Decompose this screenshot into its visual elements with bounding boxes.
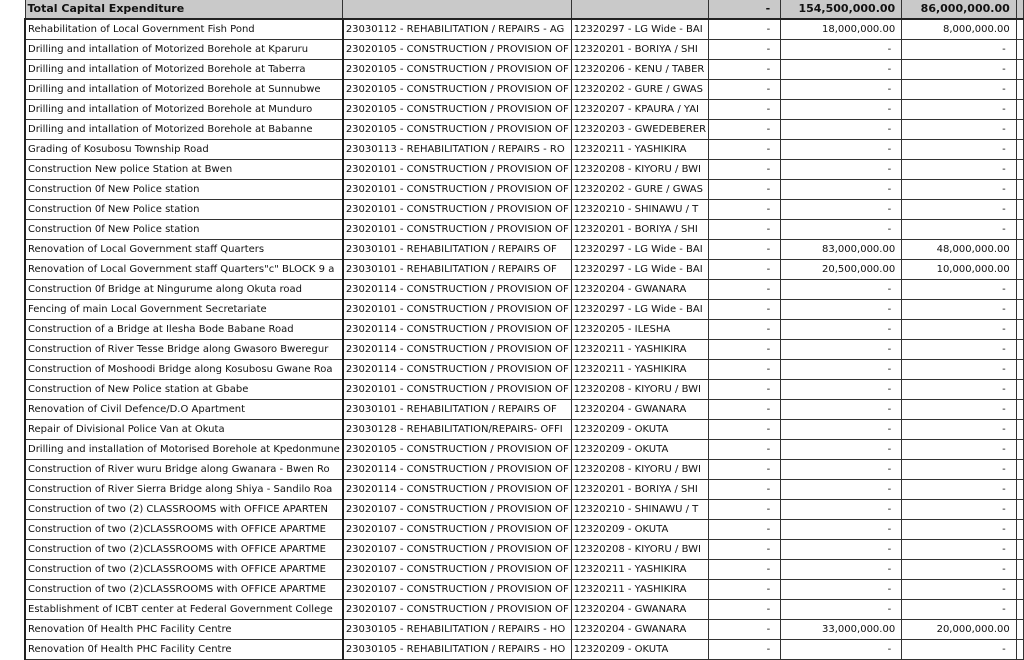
economic-code-cell: 23020101 - CONSTRUCTION / PROVISION OF [343, 300, 571, 320]
location-code-cell: 12320205 - ILESHA [571, 320, 708, 340]
col6-value-cell: - [902, 80, 1017, 100]
project-name-cell: Fencing of main Local Government Secretariate [25, 300, 343, 320]
col4-value-cell: - [709, 100, 781, 120]
col5-value-cell: - [781, 580, 902, 600]
col4-value-cell: - [709, 520, 781, 540]
col4-value-cell: - [709, 320, 781, 340]
col6-value-cell: 10,000,000.00 [902, 260, 1017, 280]
col6-value-cell: - [902, 500, 1017, 520]
col5-value-cell: - [781, 400, 902, 420]
table-row [25, 360, 1024, 380]
location-code-cell: 12320201 - BORIYA / SHI [571, 480, 708, 500]
economic-code-cell: 23030113 - REHABILITATION / REPAIRS - RO [343, 140, 571, 160]
project-name-cell: Drilling and intallation of Motorized Borehole at Babanne [25, 120, 343, 140]
total-cell-empty [571, 0, 708, 19]
economic-code-cell: 23020114 - CONSTRUCTION / PROVISION OF [343, 460, 571, 480]
col5-value-cell: - [781, 460, 902, 480]
col5-value-cell: - [781, 120, 902, 140]
col5-value-cell: - [781, 340, 902, 360]
col5-value-cell: - [781, 300, 902, 320]
economic-code-cell: 23020101 - CONSTRUCTION / PROVISION OF [343, 180, 571, 200]
col6-value-cell: - [902, 140, 1017, 160]
table-row [25, 560, 1024, 580]
location-code-cell: 12320210 - SHINAWU / T [571, 200, 708, 220]
col6-value-cell: - [902, 100, 1017, 120]
table-row [25, 200, 1024, 220]
economic-code-cell: 23020114 - CONSTRUCTION / PROVISION OF [343, 360, 571, 380]
edge-cell [1016, 480, 1023, 500]
location-code-cell: 12320211 - YASHIKIRA [571, 340, 708, 360]
col5-value-cell: - [781, 200, 902, 220]
col4-value-cell: - [709, 40, 781, 60]
project-name-cell: Construction of River wuru Bridge along Gwanara - Bwen Ro [25, 460, 343, 480]
economic-code-cell: 23030105 - REHABILITATION / REPAIRS - HO [343, 640, 571, 660]
project-name-cell: Construction of River Tesse Bridge along Gwasoro Bweregur [25, 340, 343, 360]
col4-value-cell: - [709, 420, 781, 440]
project-name-cell: Construction of two (2)CLASSROOMS with OFFICE APARTME [25, 580, 343, 600]
project-name-cell: Construction New police Station at Bwen [25, 160, 343, 180]
location-code-cell: 12320208 - KIYORU / BWI [571, 380, 708, 400]
col6-value-cell: - [902, 640, 1017, 660]
table-row [25, 500, 1024, 520]
table-row [25, 540, 1024, 560]
col5-value-cell: - [781, 500, 902, 520]
economic-code-cell: 23030101 - REHABILITATION / REPAIRS OF [343, 260, 571, 280]
col4-value-cell: - [709, 160, 781, 180]
edge-cell [1016, 0, 1023, 19]
col6-value-cell: - [902, 520, 1017, 540]
economic-code-cell: 23030128 - REHABILITATION/REPAIRS- OFFI [343, 420, 571, 440]
location-code-cell: 12320297 - LG Wide - BAI [571, 300, 708, 320]
location-code-cell: 12320211 - YASHIKIRA [571, 560, 708, 580]
col4-value-cell: - [709, 400, 781, 420]
edge-cell [1016, 280, 1023, 300]
edge-cell [1016, 360, 1023, 380]
table-row [25, 380, 1024, 400]
col5-value-cell: - [781, 380, 902, 400]
col5-value-cell: - [781, 220, 902, 240]
col4-value-cell: - [709, 180, 781, 200]
col5-value-cell: - [781, 440, 902, 460]
col6-value-cell: 48,000,000.00 [902, 240, 1017, 260]
location-code-cell: 12320201 - BORIYA / SHI [571, 40, 708, 60]
col6-value-cell: - [902, 120, 1017, 140]
project-name-cell: Repair of Divisional Police Van at Okuta [25, 420, 343, 440]
col6-value-cell: 20,000,000.00 [902, 620, 1017, 640]
location-code-cell: 12320297 - LG Wide - BAI [571, 19, 708, 40]
project-name-cell: Construction of two (2)CLASSROOMS with OFFICE APARTME [25, 540, 343, 560]
economic-code-cell: 23020105 - CONSTRUCTION / PROVISION OF [343, 120, 571, 140]
table-row [25, 140, 1024, 160]
economic-code-cell: 23020101 - CONSTRUCTION / PROVISION OF [343, 200, 571, 220]
table-row [25, 80, 1024, 100]
col5-value-cell: - [781, 320, 902, 340]
table-row [25, 440, 1024, 460]
col4-value-cell: - [709, 480, 781, 500]
project-name-cell: Construction of two (2)CLASSROOMS with OFFICE APARTME [25, 560, 343, 580]
col6-value-cell: - [902, 300, 1017, 320]
spreadsheet [24, 0, 1024, 660]
col6-value-cell: - [902, 40, 1017, 60]
col6-value-cell: - [902, 360, 1017, 380]
col5-value-cell: - [781, 540, 902, 560]
edge-cell [1016, 400, 1023, 420]
col4-value-cell: - [709, 600, 781, 620]
table-row [25, 19, 1024, 40]
location-code-cell: 12320202 - GURE / GWAS [571, 180, 708, 200]
edge-cell [1016, 240, 1023, 260]
edge-cell [1016, 440, 1023, 460]
col5-value-cell: - [781, 600, 902, 620]
economic-code-cell: 23020114 - CONSTRUCTION / PROVISION OF [343, 480, 571, 500]
project-name-cell: Construction of two (2) CLASSROOMS with OFFICE APARTEN [25, 500, 343, 520]
economic-code-cell: 23030105 - REHABILITATION / REPAIRS - HO [343, 620, 571, 640]
location-code-cell: 12320201 - BORIYA / SHI [571, 220, 708, 240]
economic-code-cell: 23020105 - CONSTRUCTION / PROVISION OF [343, 40, 571, 60]
location-code-cell: 12320209 - OKUTA [571, 520, 708, 540]
table-row [25, 580, 1024, 600]
col5-value-cell: - [781, 640, 902, 660]
table-row [25, 460, 1024, 480]
col4-value-cell: - [709, 60, 781, 80]
project-name-cell: Renovation of Local Government staff Quarters [25, 240, 343, 260]
project-name-cell: Drilling and intallation of Motorized Borehole at Taberra [25, 60, 343, 80]
economic-code-cell: 23020105 - CONSTRUCTION / PROVISION OF [343, 60, 571, 80]
edge-cell [1016, 320, 1023, 340]
location-code-cell: 12320297 - LG Wide - BAI [571, 260, 708, 280]
col4-value-cell: - [709, 440, 781, 460]
total-cell-empty [343, 0, 571, 19]
col4-value-cell: - [709, 500, 781, 520]
edge-cell [1016, 600, 1023, 620]
col4-value-cell: - [709, 140, 781, 160]
col5-value-cell: 83,000,000.00 [781, 240, 902, 260]
col5-value-cell: - [781, 280, 902, 300]
table-row [25, 480, 1024, 500]
project-name-cell: Grading of Kosubosu Township Road [25, 140, 343, 160]
col6-value-cell: - [902, 560, 1017, 580]
project-name-cell: Renovation of Local Government staff Quarters"c" BLOCK 9 a [25, 260, 343, 280]
table-row [25, 340, 1024, 360]
col5-value-cell: - [781, 140, 902, 160]
project-name-cell: Construction 0f New Police station [25, 200, 343, 220]
table-row [25, 320, 1024, 340]
col6-value-cell: - [902, 160, 1017, 180]
location-code-cell: 12320204 - GWANARA [571, 600, 708, 620]
edge-cell [1016, 380, 1023, 400]
project-name-cell: Construction of River Sierra Bridge along Shiya - Sandilo Roa [25, 480, 343, 500]
col4-value-cell: - [709, 460, 781, 480]
col6-value-cell: - [902, 180, 1017, 200]
col6-value-cell: - [902, 320, 1017, 340]
location-code-cell: 12320203 - GWEDEBERER [571, 120, 708, 140]
edge-cell [1016, 120, 1023, 140]
col4-value-cell: - [709, 640, 781, 660]
col6-value-cell: - [902, 380, 1017, 400]
col5-value-cell: - [781, 180, 902, 200]
table-row [25, 260, 1024, 280]
project-name-cell: Renovation 0f Health PHC Facility Centre [25, 620, 343, 640]
location-code-cell: 12320204 - GWANARA [571, 400, 708, 420]
location-code-cell: 12320208 - KIYORU / BWI [571, 160, 708, 180]
col4-value-cell: - [709, 360, 781, 380]
project-name-cell: Renovation of Civil Defence/D.O Apartment [25, 400, 343, 420]
table-row [25, 60, 1024, 80]
edge-cell [1016, 180, 1023, 200]
economic-code-cell: 23020105 - CONSTRUCTION / PROVISION OF [343, 80, 571, 100]
location-code-cell: 12320204 - GWANARA [571, 280, 708, 300]
economic-code-cell: 23020107 - CONSTRUCTION / PROVISION OF [343, 600, 571, 620]
total-col6: 86,000,000.00 [902, 0, 1017, 19]
table-row [25, 220, 1024, 240]
project-name-cell: Construction 0f New Police station [25, 180, 343, 200]
table-row [25, 400, 1024, 420]
col5-value-cell: - [781, 160, 902, 180]
edge-cell [1016, 40, 1023, 60]
total-col5: 154,500,000.00 [781, 0, 902, 19]
economic-code-cell: 23020107 - CONSTRUCTION / PROVISION OF [343, 500, 571, 520]
economic-code-cell: 23020114 - CONSTRUCTION / PROVISION OF [343, 320, 571, 340]
project-name-cell: Drilling and intallation of Motorized Borehole at Kparuru [25, 40, 343, 60]
table-row [25, 420, 1024, 440]
edge-cell [1016, 160, 1023, 180]
col6-value-cell: - [902, 600, 1017, 620]
col4-value-cell: - [709, 580, 781, 600]
edge-cell [1016, 80, 1023, 100]
table-row [25, 180, 1024, 200]
table-row [25, 100, 1024, 120]
project-name-cell: Drilling and installation of Motorised Borehole at Kpedonmune [25, 440, 343, 460]
edge-cell [1016, 420, 1023, 440]
col4-value-cell: - [709, 300, 781, 320]
location-code-cell: 12320209 - OKUTA [571, 420, 708, 440]
edge-cell [1016, 300, 1023, 320]
col6-value-cell: - [902, 580, 1017, 600]
col4-value-cell: - [709, 80, 781, 100]
table-row [25, 520, 1024, 540]
col6-value-cell: - [902, 400, 1017, 420]
location-code-cell: 12320211 - YASHIKIRA [571, 360, 708, 380]
col6-value-cell: - [902, 280, 1017, 300]
col4-value-cell: - [709, 260, 781, 280]
project-name-cell: Construction of Moshoodi Bridge along Kosubosu Gwane Roa [25, 360, 343, 380]
economic-code-cell: 23030112 - REHABILITATION / REPAIRS - AG [343, 19, 571, 40]
col5-value-cell: - [781, 560, 902, 580]
col5-value-cell: - [781, 80, 902, 100]
table-row [25, 120, 1024, 140]
capital-expenditure-table [24, 0, 1024, 660]
table-row [25, 40, 1024, 60]
edge-cell [1016, 540, 1023, 560]
location-code-cell: 12320204 - GWANARA [571, 620, 708, 640]
col6-value-cell: - [902, 440, 1017, 460]
col6-value-cell: 8,000,000.00 [902, 19, 1017, 40]
col4-value-cell: - [709, 620, 781, 640]
table-row [25, 620, 1024, 640]
project-name-cell: Construction 0f Bridge at Ningurume along Okuta road [25, 280, 343, 300]
col6-value-cell: - [902, 540, 1017, 560]
col5-value-cell: - [781, 60, 902, 80]
project-name-cell: Rehabilitation of Local Government Fish Pond [25, 19, 343, 40]
location-code-cell: 12320207 - KPAURA / YAI [571, 100, 708, 120]
economic-code-cell: 23020107 - CONSTRUCTION / PROVISION OF [343, 540, 571, 560]
col4-value-cell: - [709, 280, 781, 300]
col6-value-cell: - [902, 60, 1017, 80]
edge-cell [1016, 620, 1023, 640]
edge-cell [1016, 140, 1023, 160]
edge-cell [1016, 220, 1023, 240]
col4-value-cell: - [709, 380, 781, 400]
col4-value-cell: - [709, 540, 781, 560]
edge-cell [1016, 580, 1023, 600]
col5-value-cell: 18,000,000.00 [781, 19, 902, 40]
total-col4: - [709, 0, 781, 19]
edge-cell [1016, 100, 1023, 120]
col5-value-cell: 33,000,000.00 [781, 620, 902, 640]
economic-code-cell: 23020101 - CONSTRUCTION / PROVISION OF [343, 160, 571, 180]
location-code-cell: 12320208 - KIYORU / BWI [571, 460, 708, 480]
col4-value-cell: - [709, 200, 781, 220]
col6-value-cell: - [902, 220, 1017, 240]
edge-cell [1016, 520, 1023, 540]
table-row [25, 240, 1024, 260]
col6-value-cell: - [902, 340, 1017, 360]
location-code-cell: 12320210 - SHINAWU / T [571, 500, 708, 520]
location-code-cell: 12320202 - GURE / GWAS [571, 80, 708, 100]
col4-value-cell: - [709, 240, 781, 260]
col4-value-cell: - [709, 120, 781, 140]
economic-code-cell: 23020105 - CONSTRUCTION / PROVISION OF [343, 440, 571, 460]
col4-value-cell: - [709, 220, 781, 240]
project-name-cell: Renovation 0f Health PHC Facility Centre [25, 640, 343, 660]
economic-code-cell: 23020101 - CONSTRUCTION / PROVISION OF [343, 220, 571, 240]
col5-value-cell: - [781, 40, 902, 60]
edge-cell [1016, 560, 1023, 580]
project-name-cell: Construction of two (2)CLASSROOMS with OFFICE APARTME [25, 520, 343, 540]
edge-cell [1016, 19, 1023, 40]
edge-cell [1016, 500, 1023, 520]
edge-cell [1016, 460, 1023, 480]
economic-code-cell: 23020114 - CONSTRUCTION / PROVISION OF [343, 340, 571, 360]
table-row [25, 280, 1024, 300]
economic-code-cell: 23020107 - CONSTRUCTION / PROVISION OF [343, 580, 571, 600]
col6-value-cell: - [902, 420, 1017, 440]
col5-value-cell: - [781, 420, 902, 440]
project-name-cell: Construction of a Bridge at Ilesha Bode Babane Road [25, 320, 343, 340]
col6-value-cell: - [902, 480, 1017, 500]
edge-cell [1016, 200, 1023, 220]
location-code-cell: 12320206 - KENU / TABER [571, 60, 708, 80]
location-code-cell: 12320209 - OKUTA [571, 640, 708, 660]
economic-code-cell: 23030101 - REHABILITATION / REPAIRS OF [343, 400, 571, 420]
edge-cell [1016, 340, 1023, 360]
col6-value-cell: - [902, 200, 1017, 220]
col5-value-cell: - [781, 520, 902, 540]
project-name-cell: Construction 0f New Police station [25, 220, 343, 240]
economic-code-cell: 23020101 - CONSTRUCTION / PROVISION OF [343, 380, 571, 400]
col5-value-cell: - [781, 100, 902, 120]
location-code-cell: 12320211 - YASHIKIRA [571, 140, 708, 160]
economic-code-cell: 23020107 - CONSTRUCTION / PROVISION OF [343, 520, 571, 540]
economic-code-cell: 23020105 - CONSTRUCTION / PROVISION OF [343, 100, 571, 120]
table-row [25, 300, 1024, 320]
project-name-cell: Drilling and intallation of Motorized Borehole at Munduro [25, 100, 343, 120]
col4-value-cell: - [709, 560, 781, 580]
project-name-cell: Construction of New Police station at Gbabe [25, 380, 343, 400]
col4-value-cell: - [709, 340, 781, 360]
col4-value-cell: - [709, 19, 781, 40]
location-code-cell: 12320208 - KIYORU / BWI [571, 540, 708, 560]
economic-code-cell: 23020107 - CONSTRUCTION / PROVISION OF [343, 560, 571, 580]
table-row [25, 600, 1024, 620]
col5-value-cell: - [781, 480, 902, 500]
edge-cell [1016, 60, 1023, 80]
col6-value-cell: - [902, 460, 1017, 480]
economic-code-cell: 23020114 - CONSTRUCTION / PROVISION OF [343, 280, 571, 300]
total-label: Total Capital Expenditure [25, 0, 343, 19]
edge-cell [1016, 260, 1023, 280]
project-name-cell: Drilling and intallation of Motorized Borehole at Sunnubwe [25, 80, 343, 100]
location-code-cell: 12320209 - OKUTA [571, 440, 708, 460]
col5-value-cell: - [781, 360, 902, 380]
col5-value-cell: 20,500,000.00 [781, 260, 902, 280]
project-name-cell: Establishment of ICBT center at Federal Government College [25, 600, 343, 620]
total-row [25, 0, 1024, 19]
location-code-cell: 12320211 - YASHIKIRA [571, 580, 708, 600]
table-row [25, 160, 1024, 180]
economic-code-cell: 23030101 - REHABILITATION / REPAIRS OF [343, 240, 571, 260]
location-code-cell: 12320297 - LG Wide - BAI [571, 240, 708, 260]
